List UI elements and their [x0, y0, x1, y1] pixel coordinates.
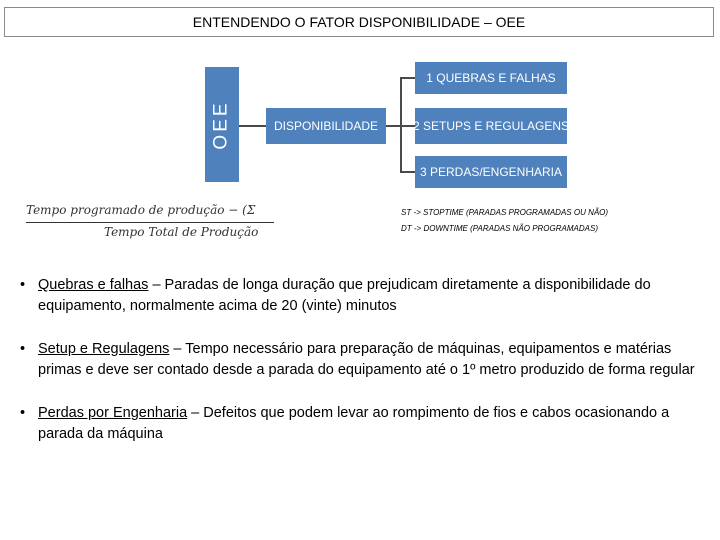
- formula-denominator: Tempo Total de Produção: [104, 225, 259, 239]
- disponibilidade-label: DISPONIBILIDADE: [273, 119, 379, 133]
- bullet-term: Setup e Regulagens: [38, 341, 170, 357]
- bullet-list: [20, 275, 700, 467]
- formula-numerator: Tempo programado de produção − (Σ: [26, 203, 256, 217]
- bullet-marker: •: [20, 341, 26, 357]
- bullet-marker: •: [20, 277, 26, 293]
- branch-label: 2 SETUPS E REGULAGENS: [412, 119, 570, 133]
- list-item: [20, 339, 700, 381]
- connector-branch-3: [400, 171, 415, 173]
- oee-box: [205, 67, 239, 182]
- oee-label: OEE: [211, 99, 232, 150]
- slide-title: [4, 7, 714, 37]
- legend-st: ST -> STOPTIME (PARADAS PROGRAMADAS OU NÃO): [401, 208, 609, 217]
- branch-box-setups: [412, 108, 570, 144]
- branch-box-quebras: [415, 62, 567, 94]
- disponibilidade-box: [266, 108, 386, 144]
- branch-box-perdas: [415, 156, 567, 188]
- connector-branch-1: [400, 77, 415, 79]
- branch-label: 3 PERDAS/ENGENHARIA: [419, 165, 563, 179]
- slide-title-text: ENTENDENDO O FATOR DISPONIBILIDADE – OEE: [192, 14, 526, 30]
- legend: [401, 205, 608, 237]
- bullet-term: Quebras e falhas: [38, 277, 149, 293]
- bullet-text: – Paradas de longa duração que prejudicam diretamente a disponibilidade do equipamento, normalmente acima de 20 (vinte) minutos: [38, 277, 651, 314]
- list-item: [20, 403, 700, 445]
- bullet-marker: •: [20, 405, 26, 421]
- formula: [26, 203, 276, 243]
- list-item: [20, 275, 700, 317]
- formula-fraction-bar: [26, 222, 274, 223]
- connector-oee-disp: [239, 125, 266, 127]
- connector-disp-right: [386, 125, 401, 127]
- branch-label: 1 QUEBRAS E FALHAS: [426, 71, 556, 85]
- legend-dt: DT -> DOWNTIME (PARADAS NÃO PROGRAMADAS): [401, 224, 598, 233]
- bullet-text: – Tempo necessário para preparação de máquinas, equipamentos e matérias primas e deve ser contado desde a parada do equipamento até o 1º metro produzido de forma regular: [38, 341, 695, 378]
- bullet-text: – Defeitos que podem levar ao rompimento de fios e cabos ocasionando a parada da máquina: [38, 405, 670, 442]
- bullet-term: Perdas por Engenharia: [38, 405, 188, 421]
